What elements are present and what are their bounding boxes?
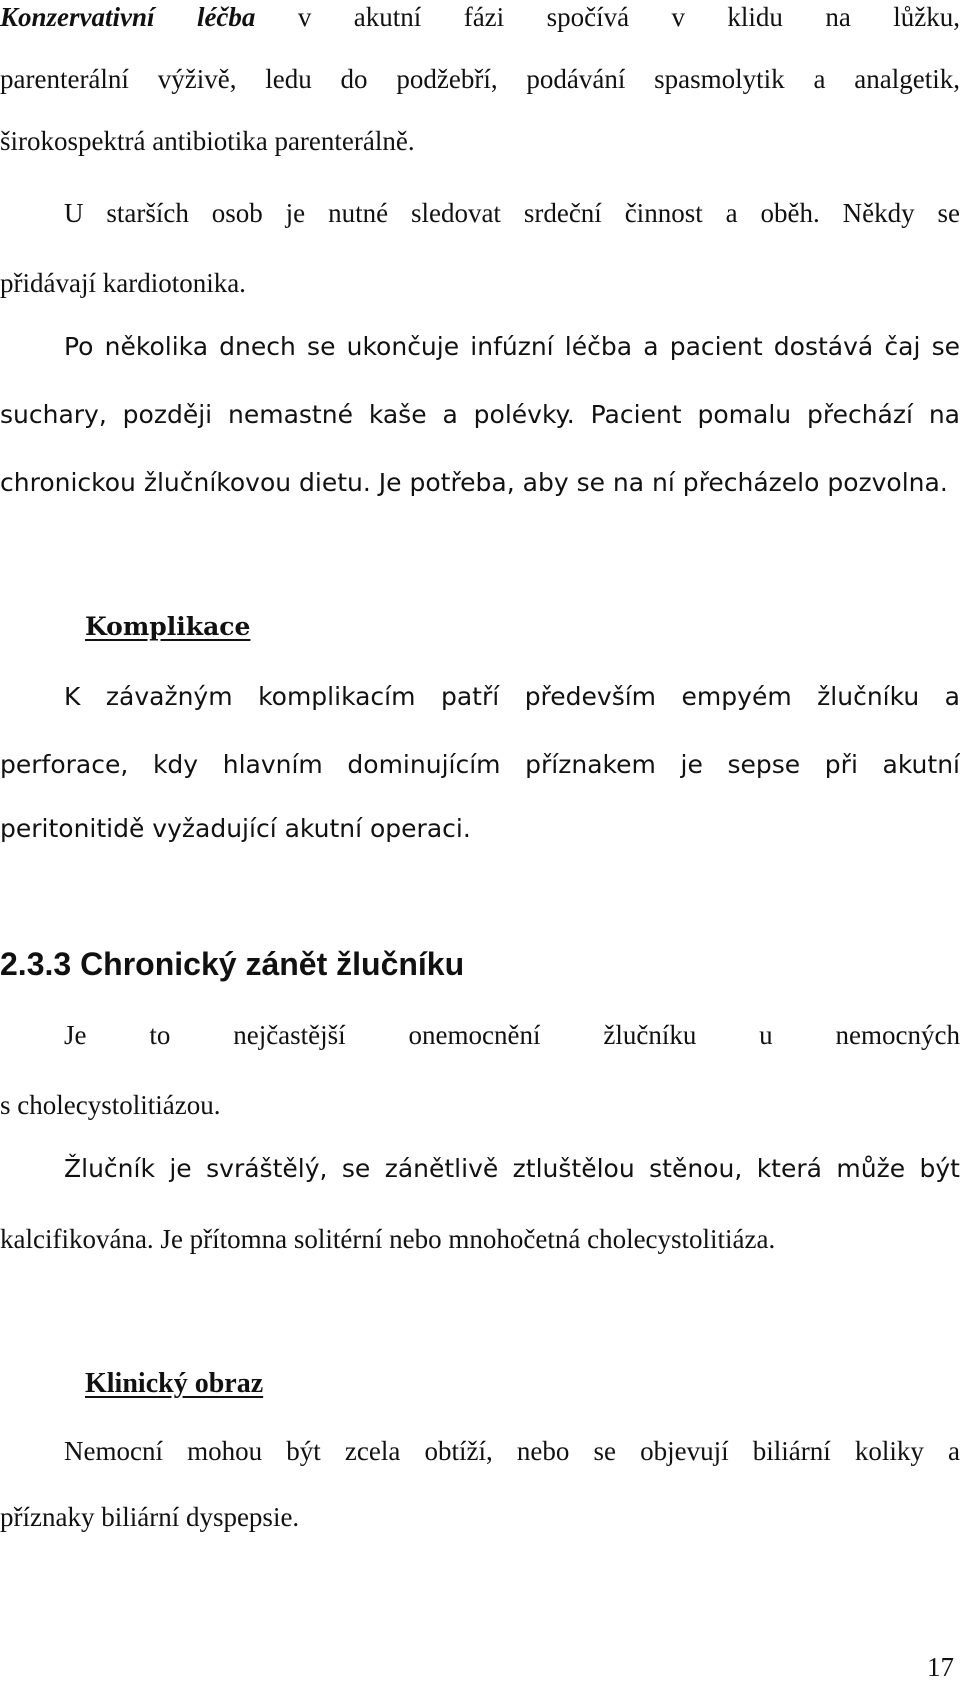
section-paragraph-1-line-2: s cholecystolitiázou. bbox=[0, 1090, 221, 1120]
text-span bbox=[255, 2, 297, 32]
text-span: v akutní fázi spočívá v klidu na lůžku, bbox=[297, 2, 960, 32]
section-paragraph-2-line-1: Žlučník je svráštělý, se zánětlivě ztluštělou stěnou, která může být bbox=[64, 1154, 960, 1183]
complications-line-1: K závažným komplikacím patří především empyém žlučníku a bbox=[64, 682, 960, 711]
page-number: 17 bbox=[927, 1652, 954, 1682]
clinical-line-2: příznaky biliární dyspepsie. bbox=[0, 1502, 300, 1532]
section-paragraph-1-line-1: Je to nejčastější onemocnění žlučníku u nemocných bbox=[64, 1020, 960, 1050]
section-paragraph-2-line-2: kalcifikována. Je přítomna solitérní nebo mnohočetná cholecystolitiáza. bbox=[0, 1224, 776, 1254]
paragraph-3-line-2: suchary, později nemastné kaše a polévky. Pacient pomalu přechází na bbox=[0, 400, 960, 429]
paragraph-1-line-2: parenterální výživě, ledu do podžebří, podávání spasmolytik a analgetik, bbox=[0, 64, 960, 94]
paragraph-2-line-1: U starších osob je nutné sledovat srdeční činnost a oběh. Někdy se bbox=[64, 198, 960, 228]
paragraph-3-line-3: chronickou žlučníkovou dietu. Je potřeba, aby se na ní přecházelo pozvolna. bbox=[0, 468, 948, 497]
paragraph-3-line-1: Po několika dnech se ukončuje infúzní léčba a pacient dostává čaj se bbox=[64, 332, 960, 361]
clinical-line-1: Nemocní mohou být zcela obtíží, nebo se objevují biliární koliky a bbox=[64, 1436, 960, 1466]
section-heading: 2.3.3 Chronický zánět žlučníku bbox=[0, 946, 465, 982]
paragraph-1-line-1 bbox=[0, 0, 960, 34]
emphasis-term: Konzervativní léčba bbox=[0, 2, 256, 32]
paragraph-1-line-3: širokospektrá antibiotika parenterálně. bbox=[0, 126, 415, 156]
complications-line-2: perforace, kdy hlavním dominujícím příznakem je sepse při akutní bbox=[0, 750, 960, 779]
complications-line-3: peritonitidě vyžadující akutní operaci. bbox=[0, 814, 471, 843]
complications-title: Komplikace bbox=[85, 612, 251, 641]
clinical-title: Klinický obraz bbox=[85, 1368, 264, 1399]
paragraph-2-line-2: přidávají kardiotonika. bbox=[0, 268, 246, 298]
